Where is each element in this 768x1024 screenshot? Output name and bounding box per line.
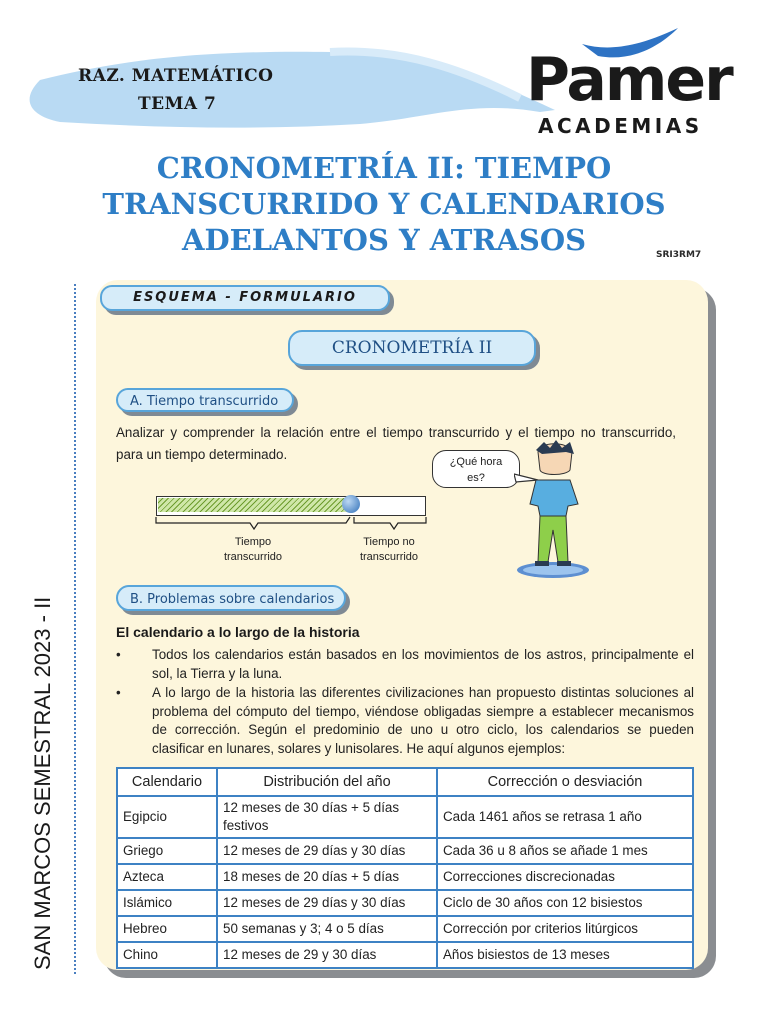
speech-bubble: ¿Qué hora es? bbox=[432, 450, 520, 488]
table-row bbox=[117, 890, 693, 916]
table-cell: Años bisiestos de 13 meses bbox=[437, 942, 693, 968]
history-heading: El calendario a lo largo de la historia bbox=[116, 624, 360, 640]
table-header-cell: Corrección o desviación bbox=[437, 768, 693, 796]
table-cell: Griego bbox=[117, 838, 217, 864]
section-a-text: Analizar y comprender la relación entre el tiempo transcurrido y el tiempo no transcurrido, para un tiempo determinado. bbox=[116, 425, 676, 462]
table-row bbox=[117, 916, 693, 942]
table-cell: Islámico bbox=[117, 890, 217, 916]
table-cell: Egipcio bbox=[117, 796, 217, 838]
table-cell: Hebreo bbox=[117, 916, 217, 942]
table-cell: Corrección por criterios litúrgicos bbox=[437, 916, 693, 942]
table-cell: 12 meses de 29 y 30 días bbox=[217, 942, 437, 968]
table-header-cell: Distribución del año bbox=[217, 768, 437, 796]
boy-figure-icon bbox=[508, 440, 598, 580]
calendar-table bbox=[116, 767, 694, 969]
subject-label: RAZ. MATEMÁTICO bbox=[78, 66, 274, 86]
page-title-line-1: CRONOMETRÍA II: TIEMPO bbox=[156, 151, 612, 185]
topic-label: TEMA 7 bbox=[138, 94, 217, 114]
bullet-item: • A lo largo de la historia las diferentes civilizaciones han propuesto distintas soluciones al problema del cómputo del tiempo, viéndose obligadas siempre a establecer mecanismos de corrección. Según el predominio de uno u otro ciclo, los calendarios se pueden clasificar en lunares, solares y lunisolares. He aquí algunos ejemplos: bbox=[116, 685, 694, 756]
document-code: SRI3RM7 bbox=[656, 250, 702, 260]
table-row bbox=[117, 838, 693, 864]
table-row bbox=[117, 864, 693, 890]
table-cell: 12 meses de 30 días + 5 días festivos bbox=[217, 796, 437, 838]
timeline-braces bbox=[154, 515, 430, 537]
table-cell: Azteca bbox=[117, 864, 217, 890]
section-b-label: B. Problemas sobre calendarios bbox=[116, 585, 346, 611]
table-cell: Chino bbox=[117, 942, 217, 968]
table-header-row bbox=[117, 768, 693, 796]
table-cell: Cada 36 u 8 años se añade 1 mes bbox=[437, 838, 693, 864]
table-cell: Cada 1461 años se retrasa 1 año bbox=[437, 796, 693, 838]
bullet-item: • Todos los calendarios están basados en los movimientos de los astros, principalmente el sol, la Tierra y la luna. bbox=[116, 647, 694, 681]
section-title-box: CRONOMETRÍA II bbox=[288, 330, 536, 366]
timeline-elapsed-label: Tiempo transcurrido bbox=[223, 536, 283, 563]
table-cell: Correcciones discrecionadas bbox=[437, 864, 693, 890]
table-row bbox=[117, 942, 693, 968]
timeline-elapsed-fill bbox=[158, 498, 352, 512]
table-cell: 18 meses de 20 días + 5 días bbox=[217, 864, 437, 890]
section-a-label: A. Tiempo transcurrido bbox=[116, 388, 294, 412]
table-cell: Ciclo de 30 años con 12 bisiestos bbox=[437, 890, 693, 916]
brand-logo: Pamer bbox=[526, 45, 732, 115]
side-semester-label: SAN MARCOS SEMESTRAL 2023 - II bbox=[30, 596, 55, 970]
table-cell: 50 semanas y 3; 4 o 5 días bbox=[217, 916, 437, 942]
table-cell: 12 meses de 29 días y 30 días bbox=[217, 838, 437, 864]
timeline-marker bbox=[342, 495, 360, 513]
scheme-label: ESQUEMA - FORMULARIO bbox=[100, 285, 390, 311]
timeline-remaining-label: Tiempo no transcurrido bbox=[359, 536, 419, 563]
table-header-cell: Calendario bbox=[117, 768, 217, 796]
page-title-line-3: ADELANTOS Y ATRASOS bbox=[181, 223, 587, 257]
brand-subtitle: ACADEMIAS bbox=[538, 114, 703, 138]
table-row bbox=[117, 796, 693, 838]
side-divider bbox=[74, 284, 76, 974]
table-cell: 12 meses de 29 días y 30 días bbox=[217, 890, 437, 916]
page-title-line-2: TRANSCURRIDO Y CALENDARIOS bbox=[102, 187, 666, 221]
